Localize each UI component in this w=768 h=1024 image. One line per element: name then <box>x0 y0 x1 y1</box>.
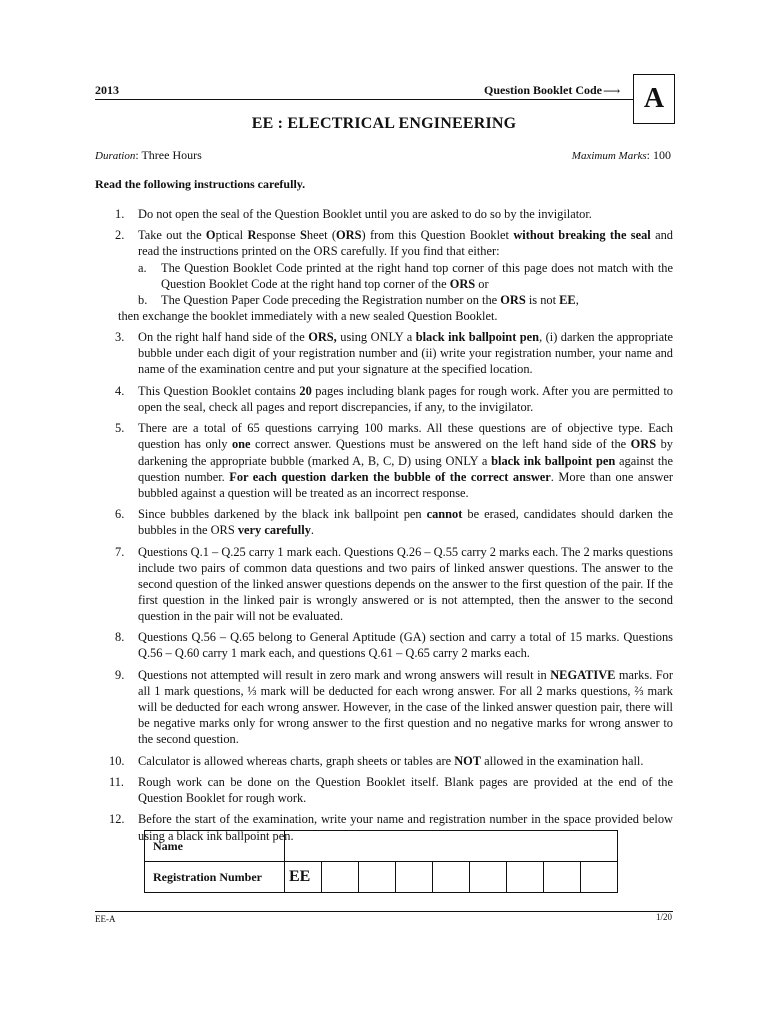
page-title: EE : ELECTRICAL ENGINEERING <box>251 115 517 132</box>
instruction-item: 10. Calculator is allowed whereas charts, graph sheets or tables are NOT allowed in the examination hall. <box>109 753 644 768</box>
registration-digit-box[interactable] <box>544 862 581 893</box>
footer-divider <box>95 911 673 912</box>
candidate-details-table <box>144 830 618 893</box>
name-field[interactable] <box>285 831 618 862</box>
duration-value: : Three Hours <box>135 148 202 162</box>
instruction-item: 7. Questions Q.1 – Q.25 carry 1 mark each. Questions Q.26 – Q.55 carry 2 marks each. The 2 marks questions include two pairs of common data questions and two pairs of linked answer questions. The answer to the second question of the linked answer questions depends on the answer to the first question of the pair. If the first question in the linked pair is wrongly answered or is not attempted, then the answer to the second question in the pair will not be evaluated. <box>115 544 673 623</box>
instruction-item: 12. Before the start of the examination, write your name and registration number in the space provided below using a black ink ballpoint pen. <box>109 812 673 843</box>
instruction-item: 1. Do not open the seal of the Question Booklet until you are asked to do so by the invigilator. <box>115 207 592 221</box>
instruction-subitem: a. The Question Booklet Code printed at the right hand top corner of this page does not match with the Question Booklet Code at the right hand top corner of the ORS or <box>138 260 673 291</box>
instruction-item: 9. Questions not attempted will result in zero mark and wrong answers will result in NEGATIVE marks. For all 1 mark questions, ⅓ mark will be deducted for each wrong answer. For all 2 marks questions, ⅔ mark will be deducted for each wrong answer. However, in the case of the linked answer question pair, there will be negative marks only for wrong answer to the first question and no negative marks for wrong answer to the second question. <box>115 667 673 747</box>
registration-digit-box[interactable] <box>470 862 507 893</box>
instruction-item: 2. Take out the Optical Response Sheet (ORS) from this Question Booklet without breaking the seal and read the instructions printed on the ORS carefully. If you find that either: a. The Question Booklet Code printed at the right hand top corner of this page does not match with the Question Booklet Code at the right hand top corner of the ORS or b. The Question Paper Code preceding the Registration number on the ORS is not EE, then exchange the booklet immediately with a new sealed Question Booklet. <box>115 228 674 323</box>
instruction-item: 6. Since bubbles darkened by the black ink ballpoint pen cannot be erased, candidates should darken the bubbles in the ORS very carefully. <box>115 507 673 538</box>
booklet-code-label: Question Booklet Code <box>484 83 603 97</box>
instructions-heading: Read the following instructions carefully. <box>95 177 306 191</box>
registration-prefix: EE <box>285 862 322 893</box>
max-marks-label: Maximum Marks <box>571 150 647 162</box>
registration-digit-box[interactable] <box>322 862 359 893</box>
registration-digit-box[interactable] <box>433 862 470 893</box>
instruction-subitem: b. The Question Paper Code preceding the Registration number on the ORS is not EE, <box>138 292 579 307</box>
maximum-marks <box>572 148 671 163</box>
max-marks-value: : 100 <box>646 148 671 162</box>
registration-digit-box[interactable] <box>359 862 396 893</box>
instructions-list <box>95 206 673 849</box>
duration-label: Duration <box>95 150 136 162</box>
registration-digit-box[interactable] <box>581 862 618 893</box>
name-row <box>145 831 618 862</box>
header-divider <box>95 99 633 100</box>
footer-page-number: 1/20 <box>655 912 672 922</box>
registration-digit-box[interactable] <box>396 862 433 893</box>
instruction-item: 8. Questions Q.56 – Q.65 belong to General Aptitude (GA) section and carry a total of 15 marks. Questions Q.56 – Q.60 carry 1 mark each, and questions Q.61 – Q.65 carry 2 marks each. <box>115 630 673 661</box>
name-label: Name <box>145 831 285 862</box>
registration-row <box>145 862 618 893</box>
duration <box>95 148 202 163</box>
instruction-item: 11. Rough work can be done on the Question Booklet itself. Blank pages are provided at the end of the Question Booklet for rough work. <box>109 774 673 806</box>
arrow-right-icon: ⟶ <box>603 84 621 98</box>
instruction-item: 3. On the right half hand side of the ORS, using ONLY a black ink ballpoint pen, (i) darken the appropriate bubble under each digit of your registration number and (ii) write your registration number, your name and name of the examination centre and put your signature at the specified location. <box>115 330 674 377</box>
instruction-item: 4. This Question Booklet contains 20 pages including blank pages for rough work. After you are permitted to open the seal, check all pages and report discrepancies, if any, to the invigilator. <box>115 383 674 414</box>
registration-number-label: Registration Number <box>145 862 285 893</box>
registration-digit-box[interactable] <box>507 862 544 893</box>
footer-paper-code: EE-A <box>95 914 116 924</box>
exam-year: 2013 <box>95 83 119 97</box>
booklet-code-box: A <box>633 74 675 124</box>
instruction-item: 5. There are a total of 65 questions carrying 100 marks. All these questions are of objective type. Each question has only one correct answer. Questions must be answered on the left hand side of the ORS by darkening the appropriate bubble (marked A, B, C, D) using ONLY a black ink ballpoint pen against the question number. For each question darken the bubble of the correct answer. More than one answer bubbled against a question will be treated as an incorrect response. <box>115 421 673 500</box>
